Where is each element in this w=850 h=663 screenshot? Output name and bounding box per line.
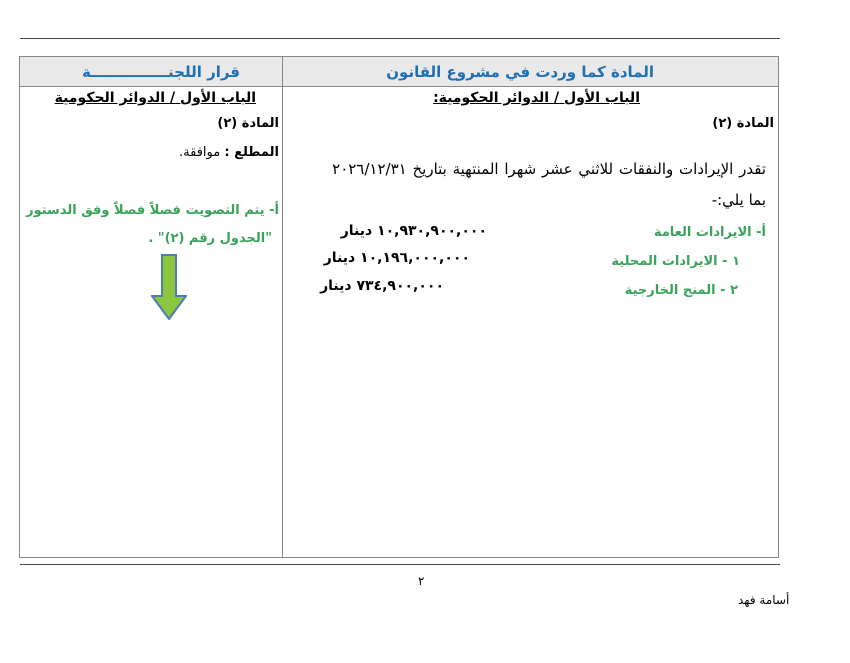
item-general-revenue-label: أ- الايرادات العامة (653, 225, 766, 240)
header-draft-law-label: المادة كما وردت في مشروع القانون (386, 63, 654, 81)
item-external-grants-label: ٢ - المنح الخارجية (624, 283, 738, 298)
left-chapter-title: الباب الأول / الدوائر الحكومية (54, 90, 256, 106)
left-preamble (179, 145, 279, 160)
column-divider (282, 57, 283, 557)
right-article-title: المادة (٢) (712, 116, 774, 131)
left-preamble-label: المطلع : (224, 145, 279, 160)
header-draft-law (280, 57, 778, 87)
left-decision-line1: أ- يتم التصويت فصلاً فصلاً وفق الدستور (26, 203, 279, 218)
bottom-rule (20, 564, 780, 565)
item-local-revenue-amount: ١٠,١٩٦,٠٠٠,٠٠٠ دينار (323, 250, 470, 266)
right-body-line2: بما يلي:- (711, 191, 766, 209)
header-committee-label: قرار اللجنـــــــــــــــة (82, 63, 240, 81)
left-decision-line2: "الجدول رقم (٢)" . (148, 231, 272, 246)
page-number: ٢ (418, 574, 425, 588)
header-committee-decision (20, 57, 282, 87)
item-external-grants-amount: ٧٣٤,٩٠٠,٠٠٠ دينار (320, 278, 444, 294)
left-article-title: المادة (٢) (217, 116, 279, 131)
signature: أسامة فهد (738, 593, 790, 607)
right-chapter-title: الباب الأول / الدوائر الحكومية: (433, 90, 640, 106)
item-local-revenue-label: ١ - الايرادات المحلية (611, 254, 740, 269)
top-rule (20, 38, 780, 39)
comparison-table (19, 56, 779, 558)
down-arrow-icon (151, 254, 187, 320)
item-general-revenue-amount: ١٠,٩٣٠,٩٠٠,٠٠٠ دينار (340, 223, 487, 239)
left-preamble-value: موافقة. (179, 145, 221, 160)
right-body-line1: تقدر الإيرادات والنفقات للاثني عشر شهرا المنتهية بتاريخ ٢٠٢٦/١٢/٣١ (332, 160, 766, 178)
